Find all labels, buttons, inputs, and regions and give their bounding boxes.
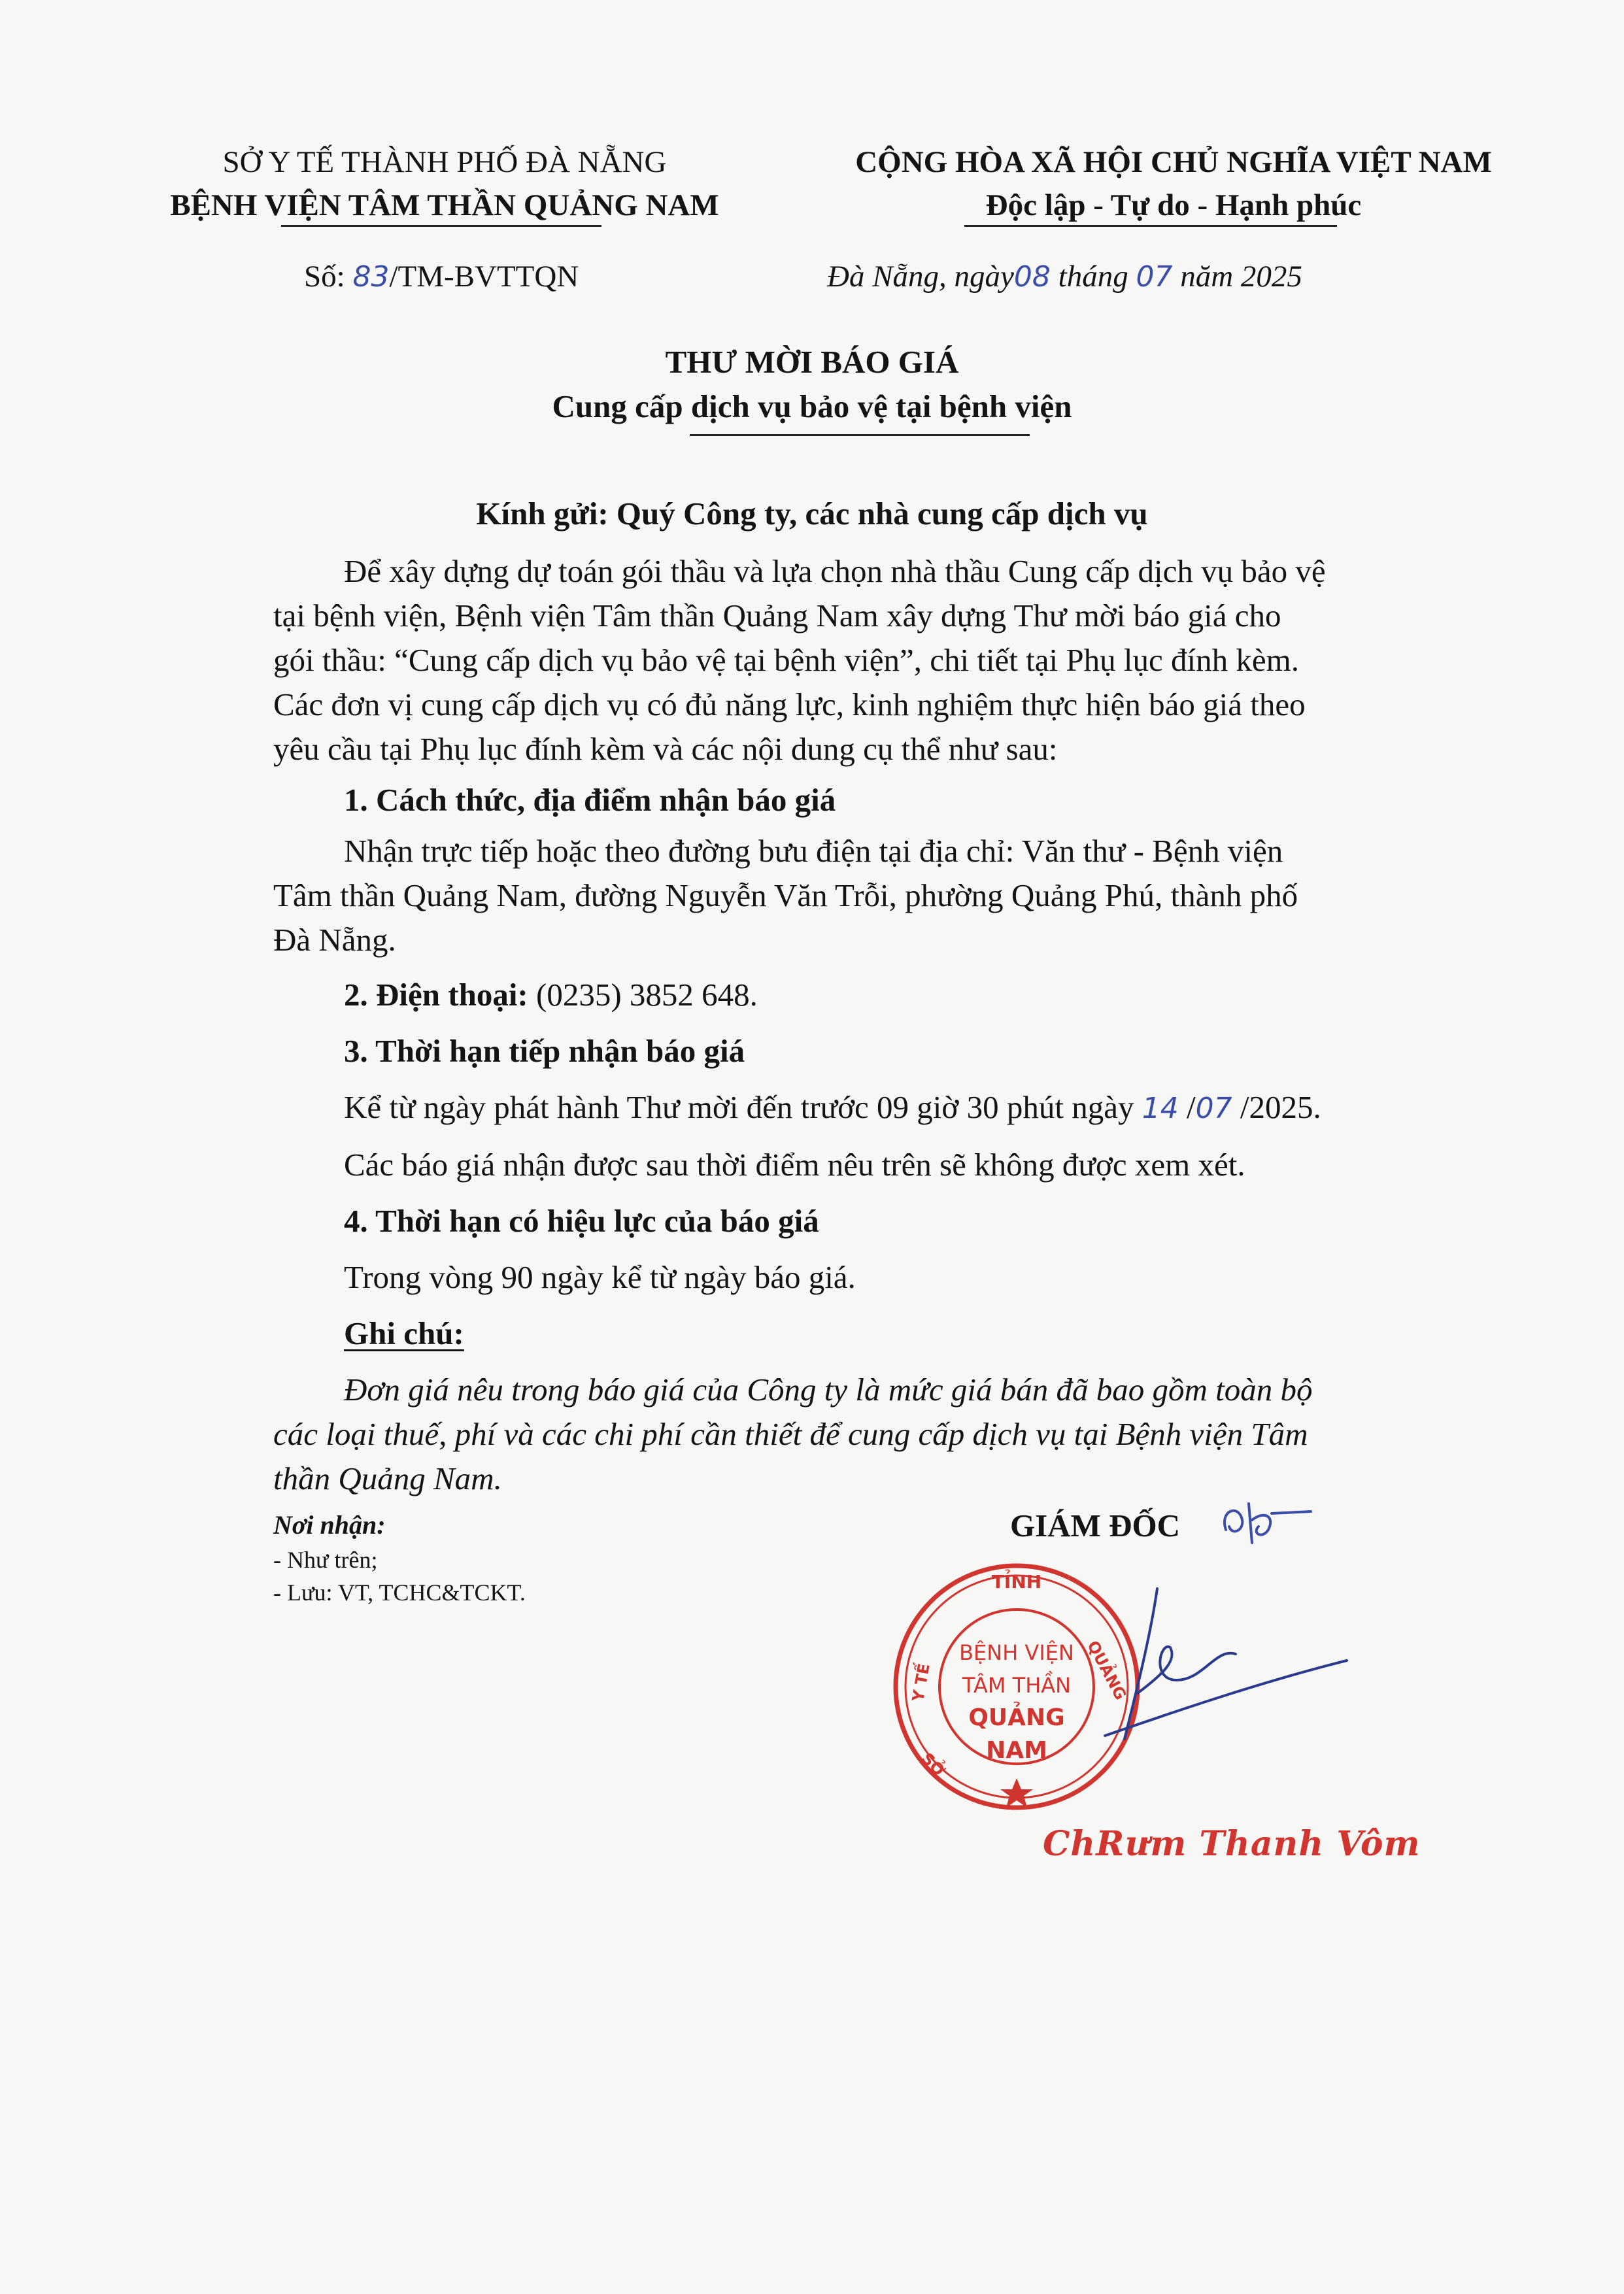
stamp-line: BỆNH VIỆN bbox=[959, 1640, 1074, 1665]
republic-name: CỘNG HÒA XÃ HỘI CHỦ NGHĨA VIỆT NAM bbox=[855, 145, 1492, 179]
note-line: Đơn giá nêu trong báo giá của Công ty là mức giá bán đã bao gồm toàn bộ bbox=[344, 1372, 1313, 1408]
stamp-line: QUẢNG NAM bbox=[968, 1704, 1065, 1764]
section-3-line-2: Các báo giá nhận được sau thời điểm nêu trên sẽ không được xem xét. bbox=[344, 1147, 1245, 1183]
signature-icon bbox=[1020, 1582, 1360, 1752]
recipients-label: Nơi nhận: bbox=[273, 1510, 386, 1540]
recipient-item: - Lưu: VT, TCHC&TCKT. bbox=[273, 1579, 526, 1606]
phone-number: (0235) 3852 648. bbox=[536, 977, 758, 1013]
header-right bbox=[830, 141, 1517, 227]
body-intro bbox=[273, 549, 1437, 771]
section-1-line: Tâm thần Quảng Nam, đường Nguyễn Văn Trỗi, phường Quảng Phú, thành phố bbox=[273, 877, 1298, 913]
document-date bbox=[827, 255, 1302, 299]
recipient-item: - Như trên; bbox=[273, 1547, 378, 1573]
initial-mark-icon bbox=[1213, 1491, 1317, 1556]
document-subtitle: Cung cấp dịch vụ bảo vệ tại bệnh viện bbox=[552, 388, 1072, 424]
section-4-text: Trong vòng 90 ngày kể từ ngày báo giá. bbox=[344, 1259, 856, 1295]
header-left-divider bbox=[281, 225, 601, 227]
section-1-body bbox=[273, 829, 1437, 962]
intro-line: tại bệnh viện, Bệnh viện Tâm thần Quảng Nam xây dựng Thư mời báo giá cho bbox=[273, 598, 1281, 633]
stamp-line: TÂM THẦN bbox=[962, 1673, 1072, 1698]
section-1-line: Nhận trực tiếp hoặc theo đường bưu điện tại địa chỉ: Văn thư - Bệnh viện bbox=[344, 833, 1283, 869]
number-prefix: Số: bbox=[304, 260, 345, 294]
intro-line: gói thầu: “Cung cấp dịch vụ bảo vệ tại bệnh viện”, chi tiết tại Phụ lục đính kèm. bbox=[273, 642, 1299, 678]
signer-title: GIÁM ĐỐC bbox=[1010, 1508, 1180, 1543]
deadline-month: 07 bbox=[1195, 1092, 1232, 1125]
stamp-top-text: TỈNH bbox=[991, 1571, 1042, 1593]
intro-line: Các đơn vị cung cấp dịch vụ có đủ năng lực, kinh nghiệm thực hiện báo giá theo bbox=[273, 686, 1306, 722]
motto: Độc lập - Tự do - Hạnh phúc bbox=[985, 188, 1362, 222]
header-left bbox=[150, 141, 739, 227]
stamp-left-text: Y TẾ bbox=[909, 1662, 934, 1703]
hospital-name: BỆNH VIỆN TÂM THẦN QUẢNG NAM bbox=[170, 188, 719, 222]
deadline-day: 14 bbox=[1142, 1092, 1179, 1125]
document-title: THƯ MỜI BÁO GIÁ bbox=[665, 344, 959, 380]
stamp-bottom-text: SỞ bbox=[917, 1749, 949, 1780]
header-right-divider bbox=[964, 225, 1337, 227]
deadline-year: /2025. bbox=[1240, 1089, 1321, 1125]
date-day: 08 bbox=[1013, 260, 1051, 294]
note-line: thần Quảng Nam. bbox=[273, 1460, 502, 1496]
note-heading: Ghi chú: bbox=[344, 1315, 464, 1351]
section-2-heading: 2. Điện thoại: bbox=[344, 977, 528, 1013]
section-2 bbox=[344, 973, 758, 1017]
stamp-right-text: QUẢNG bbox=[1083, 1638, 1130, 1703]
section-4-heading: 4. Thời hạn có hiệu lực của báo giá bbox=[344, 1203, 819, 1239]
recipients-block bbox=[273, 1507, 526, 1609]
intro-line: yêu cầu tại Phụ lục đính kèm và các nội dung cụ thể như sau: bbox=[273, 731, 1058, 767]
section-1-heading: 1. Cách thức, địa điểm nhận báo giá bbox=[344, 782, 836, 818]
date-month-label: tháng bbox=[1058, 260, 1128, 294]
intro-line: Để xây dựng dự toán gói thầu và lựa chọn nhà thầu Cung cấp dịch vụ bảo vệ bbox=[344, 553, 1326, 589]
note-line: các loại thuế, phí và các chi phí cần thiết để cung cấp dịch vụ tại Bệnh viện Tâm bbox=[273, 1416, 1308, 1452]
number-suffix: /TM-BVTTQN bbox=[389, 260, 579, 294]
section-3-text: Kể từ ngày phát hành Thư mời đến trước 09 giờ 30 phút ngày bbox=[344, 1089, 1134, 1125]
document-number bbox=[304, 255, 579, 299]
date-prefix: Đà Nẵng, ngày bbox=[827, 260, 1014, 294]
section-1-line: Đà Nẵng. bbox=[273, 922, 396, 958]
title-divider bbox=[690, 434, 1030, 436]
agency-name: SỞ Y TẾ THÀNH PHỐ ĐÀ NẴNG bbox=[222, 145, 667, 179]
signer-name: ChRưm Thanh Vôm bbox=[1043, 1824, 1421, 1864]
section-3-line-1: Kể từ ngày phát hành Thư mời đến trước 09 giờ 30 phút ngày 14 /07 /2025. bbox=[344, 1089, 1321, 1125]
section-3-heading: 3. Thời hạn tiếp nhận báo giá bbox=[344, 1033, 745, 1069]
title-block bbox=[196, 340, 1428, 429]
recipient-line: Kính gửi: Quý Công ty, các nhà cung cấp dịch vụ bbox=[476, 496, 1148, 531]
number-handwritten: 83 bbox=[352, 260, 390, 294]
date-month: 07 bbox=[1136, 260, 1173, 294]
date-year: năm 2025 bbox=[1180, 260, 1302, 294]
note-body bbox=[273, 1368, 1437, 1501]
